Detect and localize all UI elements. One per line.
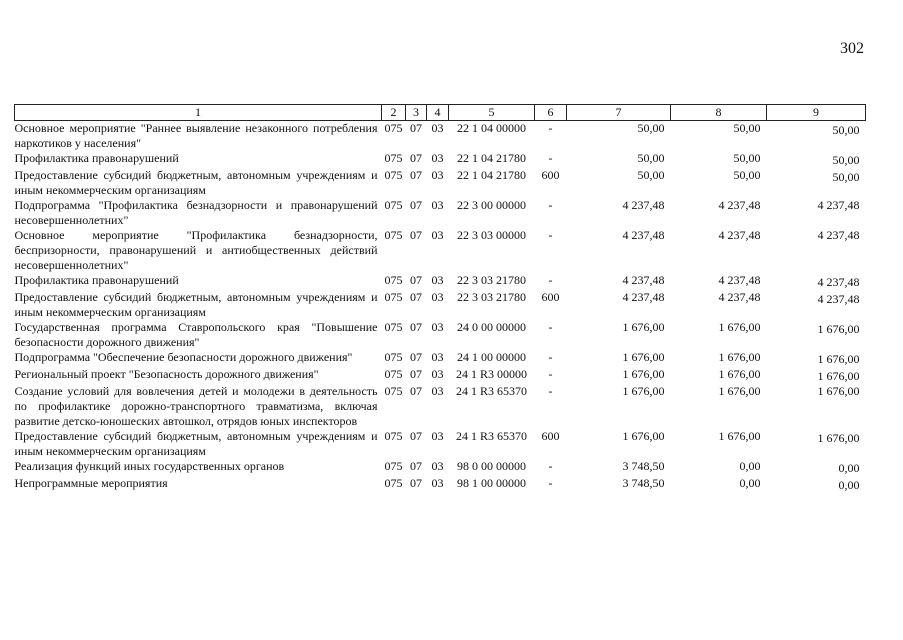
row-amount-col8: 50,00 [733,168,761,182]
row-subsection-code: 03 [431,367,444,381]
row-subsection-code: 03 [431,459,444,473]
row-amount-col8: 4 237,48 [718,273,761,287]
row-expense-type: 600 [541,290,560,304]
table-row [15,290,866,320]
row-expense-type: - [548,476,553,490]
row-amount-col8: 4 237,48 [718,290,761,304]
row-expense-type: 600 [541,168,560,182]
row-ministry-code: 075 [384,228,403,242]
row-ministry-code: 075 [384,429,403,443]
row-ministry-code: 075 [384,198,403,212]
row-amount-col7: 50,00 [637,168,665,182]
row-name: Предоставление субсидий бюджетным, автономным учреждениям и иным некоммерческим организациям [14,290,378,319]
row-target-code: 22 1 04 21780 [457,168,526,182]
table-row [15,429,866,459]
row-subsection-code: 03 [431,290,444,304]
row-ministry-code: 075 [384,290,403,304]
table-row [15,273,866,290]
row-amount-col8: 1 676,00 [718,367,761,381]
budget-table [14,104,866,493]
row-amount-col8: 50,00 [733,151,761,165]
row-amount-col9: 4 237,48 [817,275,860,289]
row-ministry-code: 075 [384,350,403,364]
row-amount-col9: 0,00 [838,478,860,492]
row-ministry-code: 075 [384,121,403,135]
row-amount-col8: 1 676,00 [718,384,761,398]
header-col-3: 3 [406,105,427,121]
row-target-code: 24 1 00 00000 [457,350,526,364]
row-section-code: 07 [410,198,422,212]
row-target-code: 22 3 00 00000 [457,198,526,212]
row-name: Государственная программа Ставропольского края "Повышение безопасности дорожного движения" [14,320,378,349]
row-name: Региональный проект "Безопасность дорожного движения" [14,367,319,381]
row-ministry-code: 075 [384,384,403,398]
row-amount-col7: 1 676,00 [622,367,665,381]
row-amount-col8: 50,00 [733,121,761,135]
row-target-code: 98 1 00 00000 [457,476,526,490]
row-expense-type: 600 [541,429,560,443]
row-name: Профилактика правонарушений [14,151,179,165]
table-row [15,151,866,168]
row-expense-type: - [548,367,553,381]
row-target-code: 24 1 R3 00000 [455,367,527,381]
header-col-4: 4 [427,105,449,121]
row-ministry-code: 075 [384,459,403,473]
header-col-6: 6 [535,105,567,121]
table-row [15,476,866,493]
row-amount-col7: 50,00 [637,151,665,165]
row-section-code: 07 [410,121,422,135]
row-expense-type: - [548,151,553,165]
row-subsection-code: 03 [431,168,444,182]
row-amount-col9: 1 676,00 [817,352,860,366]
page-number: 302 [840,40,864,57]
row-target-code: 98 0 00 00000 [457,459,526,473]
row-ministry-code: 075 [384,476,403,490]
row-name: Непрограммные мероприятия [14,476,168,490]
row-section-code: 07 [410,290,422,304]
row-subsection-code: 03 [431,228,444,242]
row-name: Подпрограмма "Профилактика безнадзорности и правонарушений несовершеннолетних" [14,198,378,227]
row-amount-col9: 4 237,48 [817,228,860,242]
header-col-7: 7 [567,105,671,121]
row-section-code: 07 [410,151,422,165]
table-row [15,228,866,273]
row-name: Основное мероприятие "Раннее выявление незаконного потребления наркотиков у населения" [14,121,378,150]
row-ministry-code: 075 [384,320,403,334]
row-ministry-code: 075 [384,273,403,287]
row-amount-col7: 4 237,48 [622,273,665,287]
row-amount-col7: 1 676,00 [622,429,665,443]
row-name: Профилактика правонарушений [14,273,179,287]
row-subsection-code: 03 [431,476,444,490]
row-amount-col7: 1 676,00 [622,320,665,334]
row-amount-col9: 50,00 [832,170,860,184]
row-amount-col7: 3 748,50 [622,459,665,473]
row-target-code: 24 1 R3 65370 [455,429,527,443]
row-section-code: 07 [410,320,422,334]
table-row [15,459,866,476]
row-amount-col7: 4 237,48 [622,198,665,212]
row-amount-col9: 4 237,48 [817,292,860,306]
table-row [15,121,866,152]
row-ministry-code: 075 [384,168,403,182]
row-amount-col8: 0,00 [739,476,761,490]
row-expense-type: - [548,384,553,398]
row-name: Создание условий для вовлечения детей и молодежи в деятельность по профилактике дорожно-транспортного травматизма, включая развитие детско-юношеских автошкол, отрядов юных инспекторов [14,384,378,428]
row-subsection-code: 03 [431,273,444,287]
row-subsection-code: 03 [431,151,444,165]
row-subsection-code: 03 [431,384,444,398]
row-section-code: 07 [410,476,422,490]
header-col-1: 1 [15,105,382,121]
header-row [15,105,866,121]
row-ministry-code: 075 [384,151,403,165]
row-name: Предоставление субсидий бюджетным, автономным учреждениям и иным некоммерческим организациям [14,168,378,197]
row-amount-col7: 3 748,50 [622,476,665,490]
row-name: Предоставление субсидий бюджетным, автономным учреждениям и иным некоммерческим организациям [14,429,378,458]
row-expense-type: - [548,350,553,364]
row-target-code: 24 0 00 00000 [457,320,526,334]
row-target-code: 22 3 03 00000 [457,228,526,242]
row-section-code: 07 [410,273,422,287]
header-col-9: 9 [767,105,866,121]
row-section-code: 07 [410,384,422,398]
row-subsection-code: 03 [431,121,444,135]
row-amount-col9: 1 676,00 [817,322,860,336]
row-section-code: 07 [410,168,422,182]
row-amount-col7: 4 237,48 [622,228,665,242]
row-expense-type: - [548,121,553,135]
row-subsection-code: 03 [431,198,444,212]
row-expense-type: - [548,459,553,473]
row-amount-col9: 4 237,48 [817,198,860,212]
row-amount-col7: 50,00 [637,121,665,135]
row-amount-col9: 50,00 [832,123,860,137]
table-row [15,384,866,429]
row-subsection-code: 03 [431,320,444,334]
header-col-8: 8 [671,105,767,121]
row-section-code: 07 [410,350,422,364]
row-name: Основное мероприятие "Профилактика безнадзорности, беспризорности, правонарушений и антиобщественных действий несовершеннолетних" [14,228,378,272]
row-subsection-code: 03 [431,429,444,443]
row-amount-col7: 1 676,00 [622,350,665,364]
header-col-2: 2 [382,105,406,121]
row-amount-col8: 1 676,00 [718,320,761,334]
row-target-code: 22 3 03 21780 [457,290,526,304]
row-section-code: 07 [410,228,422,242]
row-amount-col9: 50,00 [832,153,860,167]
row-section-code: 07 [410,367,422,381]
row-amount-col8: 4 237,48 [718,198,761,212]
table-row [15,320,866,350]
row-amount-col9: 1 676,00 [817,431,860,445]
table-row [15,168,866,198]
row-expense-type: - [548,228,553,242]
row-ministry-code: 075 [384,367,403,381]
row-target-code: 24 1 R3 65370 [455,384,527,398]
row-amount-col8: 4 237,48 [718,228,761,242]
row-target-code: 22 1 04 21780 [457,151,526,165]
table-row [15,367,866,384]
row-amount-col9: 1 676,00 [817,384,860,398]
row-subsection-code: 03 [431,350,444,364]
row-amount-col9: 1 676,00 [817,369,860,383]
row-amount-col7: 4 237,48 [622,290,665,304]
row-target-code: 22 3 03 21780 [457,273,526,287]
row-section-code: 07 [410,459,422,473]
row-amount-col8: 1 676,00 [718,429,761,443]
row-name: Подпрограмма "Обеспечение безопасности дорожного движения" [14,350,353,364]
row-expense-type: - [548,198,553,212]
table-row [15,350,866,367]
row-amount-col8: 1 676,00 [718,350,761,364]
row-target-code: 22 1 04 00000 [457,121,526,135]
row-amount-col9: 0,00 [838,461,860,475]
row-name: Реализация функций иных государственных органов [14,459,285,473]
row-section-code: 07 [410,429,422,443]
row-amount-col8: 0,00 [739,459,761,473]
row-expense-type: - [548,320,553,334]
row-expense-type: - [548,273,553,287]
header-col-5: 5 [449,105,535,121]
row-amount-col7: 1 676,00 [622,384,665,398]
table-row [15,198,866,228]
